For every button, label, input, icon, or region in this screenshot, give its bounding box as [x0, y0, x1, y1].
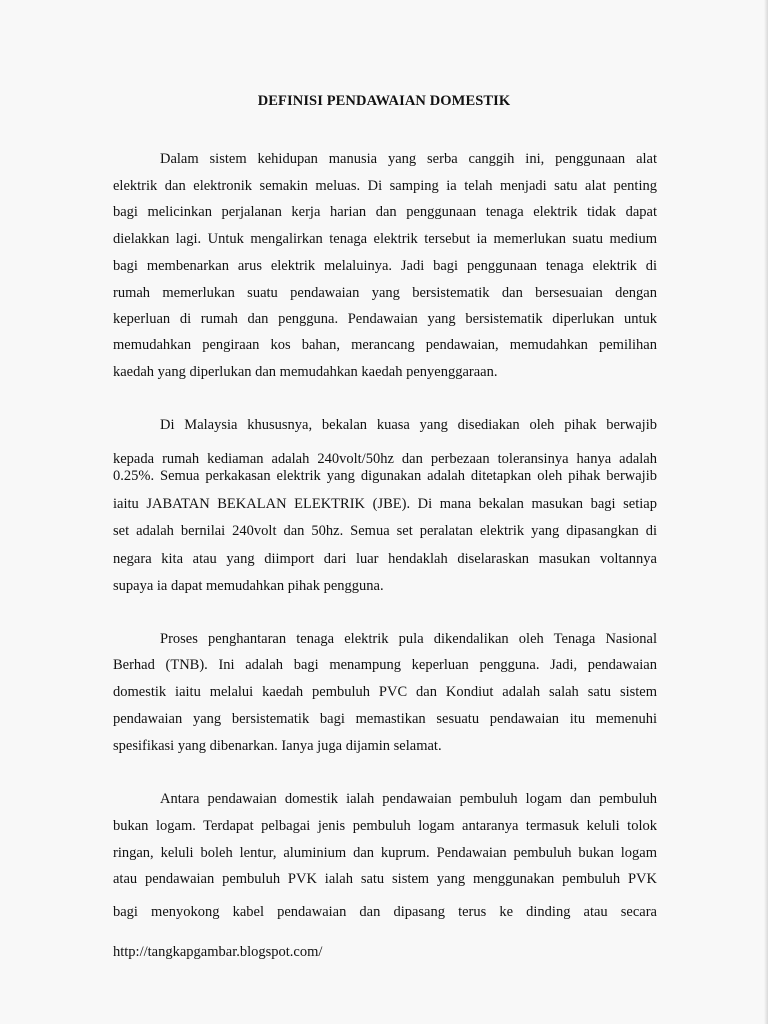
paragraph-4-line-5: bagi menyokong kabel pendawaian dan dipasang terus ke dinding atau secara: [113, 904, 657, 920]
paragraph-2-line-1: Di Malaysia khususnya, bekalan kuasa yang disediakan oleh pihak berwajib: [160, 417, 657, 433]
paragraph-3-line-1: Proses penghantaran tenaga elektrik pula dikendalikan oleh Tenaga Nasional: [160, 631, 657, 647]
paragraph-2-line-6: negara kita atau yang diimport dari luar hendaklah diselaraskan masukan voltannya: [113, 551, 657, 567]
paragraph-1-line-6: rumah memerlukan suatu pendawaian yang bersistematik dan bersesuaian dengan: [113, 285, 657, 301]
paragraph-1-line-9: kaedah yang diperlukan dan memudahkan kaedah penyenggaraan.: [113, 364, 498, 380]
footer-url-link[interactable]: http://tangkapgambar.blogspot.com/: [113, 944, 323, 960]
paragraph-4-line-2: bukan logam. Terdapat pelbagai jenis pembuluh logam antaranya termasuk keluli tolok: [113, 818, 657, 834]
paragraph-1-line-3: bagi melicinkan perjalanan kerja harian dan penggunaan tenaga elektrik tidak dapat: [113, 204, 657, 220]
paragraph-1-line-1: Dalam sistem kehidupan manusia yang serba canggih ini, penggunaan alat: [160, 151, 657, 167]
paragraph-1-line-8: memudahkan pengiraan kos bahan, merancang pendawaian, memudahkan pemilihan: [113, 337, 657, 353]
paragraph-1-line-5: bagi membenarkan arus elektrik melaluinya. Jadi bagi penggunaan tenaga elektrik di: [113, 258, 657, 274]
paragraph-4-line-4: atau pendawaian pembuluh PVK ialah satu sistem yang menggunakan pembuluh PVK: [113, 871, 657, 887]
paragraph-2-line-5: set adalah bernilai 240volt dan 50hz. Semua set peralatan elektrik yang dipasangkan di: [113, 523, 657, 539]
paragraph-2-line-2: kepada rumah kediaman adalah 240volt/50hz dan perbezaan toleransinya hanya adalah: [113, 451, 657, 467]
paragraph-1-line-4: dielakkan lagi. Untuk mengalirkan tenaga elektrik tersebut ia memerlukan suatu medium: [113, 231, 657, 247]
page-edge-shadow: [764, 0, 768, 1024]
paragraph-1-line-7: keperluan di rumah dan pengguna. Pendawaian yang bersistematik diperlukan untuk: [113, 311, 657, 327]
paragraph-3-line-5: spesifikasi yang dibenarkan. Ianya juga dijamin selamat.: [113, 738, 442, 754]
paragraph-2-line-7: supaya ia dapat memudahkan pihak pengguna.: [113, 578, 384, 594]
paragraph-2-line-4: iaitu JABATAN BEKALAN ELEKTRIK (JBE). Di mana bekalan masukan bagi setiap: [113, 496, 657, 512]
paragraph-3-line-2: Berhad (TNB). Ini adalah bagi menampung keperluan pengguna. Jadi, pendawaian: [113, 657, 657, 673]
paragraph-3-line-3: domestik iaitu melalui kaedah pembuluh PVC dan Kondiut adalah salah satu sistem: [113, 684, 657, 700]
paragraph-4-line-1: Antara pendawaian domestik ialah pendawaian pembuluh logam dan pembuluh: [160, 791, 657, 807]
paragraph-4-line-3: ringan, keluli boleh lentur, aluminium dan kuprum. Pendawaian pembuluh bukan logam: [113, 845, 657, 861]
document-title: DEFINISI PENDAWAIAN DOMESTIK: [257, 93, 511, 109]
paragraph-3-line-4: pendawaian yang bersistematik bagi memastikan sesuatu pendawaian itu memenuhi: [113, 711, 657, 727]
paragraph-1-line-2: elektrik dan elektronik semakin meluas. Di samping ia telah menjadi satu alat penting: [113, 178, 657, 194]
paragraph-2-line-3: 0.25%. Semua perkakasan elektrik yang digunakan adalah ditetapkan oleh pihak berwajib: [113, 468, 657, 484]
